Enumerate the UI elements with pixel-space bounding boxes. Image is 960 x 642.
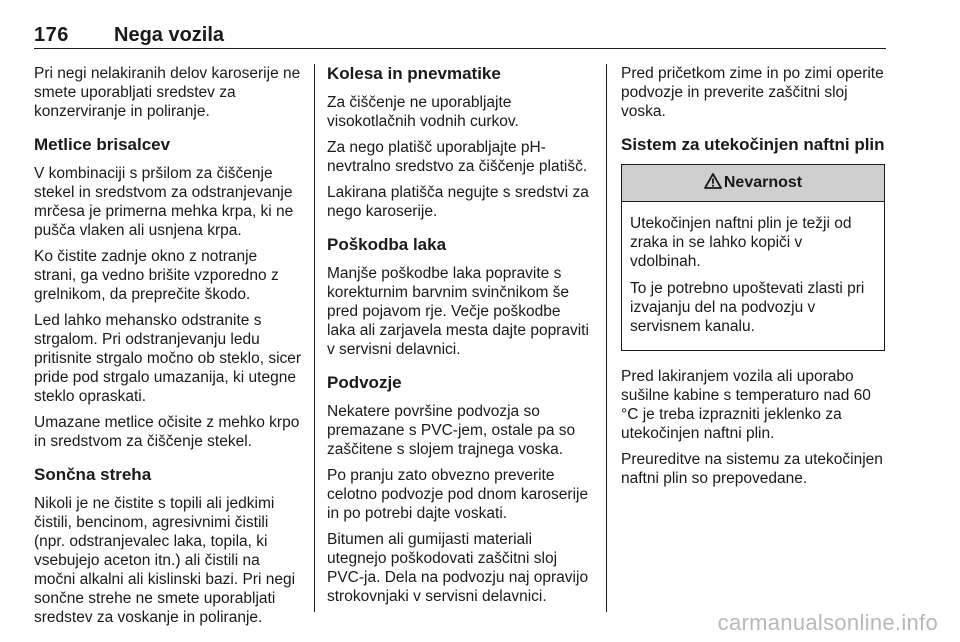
section-heading-paint: Poškodba laka bbox=[327, 235, 447, 254]
paragraph: Pred lakiranjem vozila ali uporabo sušilne kabine s temperaturo nad 60 °C je treba izprazniti jeklenko za utekočinjen naftni plin. bbox=[621, 368, 871, 442]
watermark: carmanualsonline.info bbox=[717, 610, 938, 635]
paragraph: V kombinaciji s pršilom za čiščenje stekel in sredstvom za odstranjevanje mrčesa je primerna mehka krpa, ki ne pušča vlaken ali usnjena krpa. bbox=[34, 165, 294, 239]
column-right bbox=[621, 64, 887, 495]
column-divider bbox=[606, 64, 607, 612]
warning-body bbox=[622, 202, 884, 350]
paragraph: Pred pričetkom zime in po zimi operite podvozje in preverite zaščitni sloj voska. bbox=[621, 65, 884, 120]
paragraph: Pri negi nelakiranih delov karoserije ne smete uporabljati sredstev za konzerviranje in poliranje. bbox=[34, 65, 301, 120]
warning-text: Utekočinjen naftni plin je težji od zraka in se lahko kopiči v vdolbinah. bbox=[630, 215, 852, 270]
paragraph: Po pranju zato obvezno preverite celotno podvozje pod dnom karoserije in po potrebi dajte voskati. bbox=[327, 467, 589, 522]
warning-triangle-icon bbox=[704, 173, 722, 189]
warning-header bbox=[622, 165, 884, 202]
column-middle bbox=[327, 64, 591, 613]
page-number: 176 bbox=[34, 24, 69, 46]
paragraph: Bitumen ali gumijasti materiali utegnejo poškodovati zaščitni sloj PVC-ja. Dela na podvozju naj opravijo strokovnjaki v servisni delavnici. bbox=[327, 531, 589, 605]
section-heading-lpg: Sistem za utekočinjen naftni plin bbox=[621, 135, 885, 154]
paragraph: Led lahko mehansko odstranite s strgalom. Pri odstranjevanju ledu pritisnite strgalo močno ob steklo, sicer pride pod strgalo umazanija, ki utegne steklo opraskati. bbox=[34, 312, 302, 405]
section-heading-sunroof: Sončna streha bbox=[34, 465, 152, 484]
column-left bbox=[34, 64, 302, 634]
section-heading-wipers: Metlice brisalcev bbox=[34, 135, 171, 154]
section-heading-underbody: Podvozje bbox=[327, 373, 402, 392]
warning-title: Nevarnost bbox=[723, 174, 803, 191]
paragraph: Za nego platišč uporabljajte pH-nevtralno sredstvo za čiščenje platišč. bbox=[327, 139, 588, 175]
warning-text: To je potrebno upoštevati zlasti pri izvajanju del na podvozju v servisnem kanalu. bbox=[630, 280, 865, 335]
page-header bbox=[34, 18, 886, 49]
paragraph: Preureditve na sistemu za utekočinjen naftni plin so prepovedane. bbox=[621, 451, 883, 487]
page-title: Nega vozila bbox=[114, 24, 225, 46]
section-heading-wheels: Kolesa in pnevmatike bbox=[327, 64, 501, 83]
paragraph: Lakirana platišča negujte s sredstvi za nego karoserije. bbox=[327, 184, 589, 220]
paragraph: Manjše poškodbe laka popravite s korekturnim barvnim svinčnikom še pred pojavom rje. Večje poškodbe laka ali zarjavela mesta dajte popraviti v servisni delavnici. bbox=[327, 265, 589, 358]
column-divider bbox=[314, 64, 315, 612]
paragraph: Nekatere površine podvozja so premazane s PVC-jem, ostale pa so zaščitene s slojem trajnega voska. bbox=[327, 403, 576, 458]
paragraph: Ko čistite zadnje okno z notranje strani, ga vedno brišite vzporedno z grelnikom, da preprečite škodo. bbox=[34, 248, 279, 303]
warning-box bbox=[621, 164, 885, 351]
paragraph: Za čiščenje ne uporabljajte visokotlačnih vodnih curkov. bbox=[327, 94, 519, 130]
paragraph: Umazane metlice očisite z mehko krpo in sredstvom za čiščenje stekel. bbox=[34, 414, 300, 450]
paragraph: Nikoli je ne čistite s topili ali jedkimi čistili, bencinom, agresivnimi čistili (npr. odstranjevalec laka, topila, ki vsebujejo aceton itn.) ali čistili na močni alkalni ali kislinski bazi. Pri negi sončne strehe ne smete uporabljati sredstev za voskanje in poliranje. bbox=[34, 495, 296, 626]
